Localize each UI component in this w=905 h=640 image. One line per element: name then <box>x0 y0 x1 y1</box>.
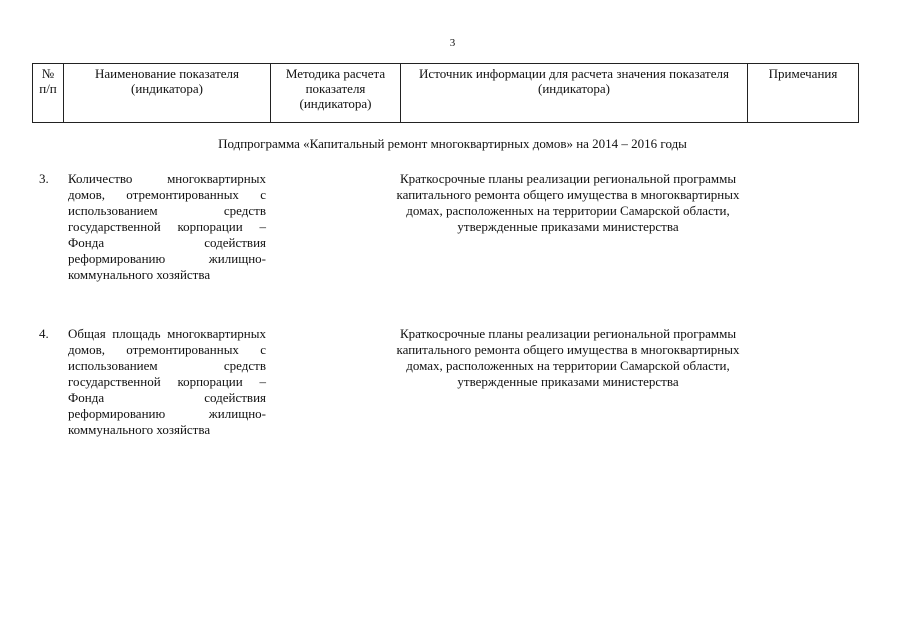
indicator-table-header <box>32 63 859 123</box>
header-information-source: Источник информации для расчета значения показателя (индикатора) <box>401 64 748 123</box>
row-information-source: Краткосрочные планы реализации региональной программы капитального ремонта общего имущества в многоквартирных домах, расположенных на территории Самарской области, утвержденные приказами министерства <box>396 171 740 234</box>
header-indicator-name: Наименование показателя (индикатора) <box>64 64 271 123</box>
header-calculation-method: Методика расчета показателя (индикатора) <box>271 64 401 123</box>
subprogram-title: Подпрограмма «Капитальный ремонт многоквартирных домов» на 2014 – 2016 годы <box>218 136 687 151</box>
row-number: 3. <box>39 171 49 186</box>
header-number: № п/п <box>33 64 64 123</box>
row-indicator-name: Количество многоквартирных домов, отремонтированных с использованием средств государственной корпорации – Фонда содействия реформированию жилищно-коммунального хозяйства <box>68 171 266 282</box>
row-information-source: Краткосрочные планы реализации региональной программы капитального ремонта общего имущества в многоквартирных домах, расположенных на территории Самарской области, утвержденные приказами министерства <box>396 326 740 389</box>
header-row <box>33 64 859 123</box>
row-number: 4. <box>39 326 49 341</box>
row-indicator-name: Общая площадь многоквартирных домов, отремонтированных с использованием средств государственной корпорации – Фонда содействия реформированию жилищно-коммунального хозяйства <box>68 326 266 437</box>
header-notes: Примечания <box>748 64 859 123</box>
page-number: 3 <box>449 37 456 49</box>
